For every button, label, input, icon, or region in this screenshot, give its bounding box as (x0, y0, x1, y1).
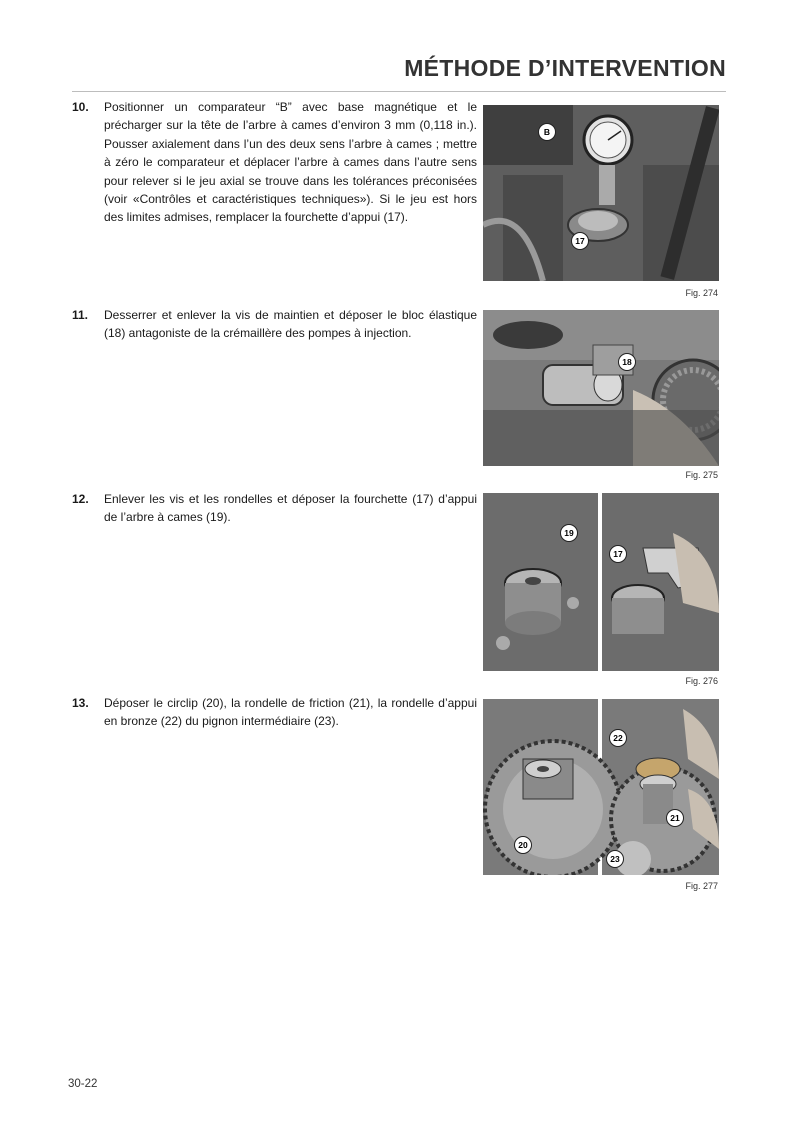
page-title: MÉTHODE D’INTERVENTION (404, 55, 726, 81)
figure-caption: Fig. 276 (685, 676, 718, 686)
callout-23: 23 (606, 850, 624, 868)
callout-B: B (538, 123, 556, 141)
step-12 (72, 490, 477, 527)
step-number: 10. (72, 100, 89, 114)
callout-19: 19 (560, 524, 578, 542)
step-text: Enlever les vis et les rondelles et déposer la fourchette (17) d’appui de l’arbre à cames (19). (104, 492, 477, 525)
figure-276-illustration (483, 493, 719, 671)
callout-18: 18 (618, 353, 636, 371)
step-10 (72, 98, 477, 227)
step-11 (72, 306, 477, 343)
step-number: 12. (72, 492, 89, 506)
step-text: Desserrer et enlever la vis de maintien et déposer le bloc élastique (18) antagoniste de la crémaillère des pompes à injection. (104, 308, 477, 341)
step-number: 11. (72, 308, 89, 322)
callout-17: 17 (571, 232, 589, 250)
step-13 (72, 694, 477, 731)
figure-277-photo (483, 699, 719, 875)
callout-20: 20 (514, 836, 532, 854)
callout-17: 17 (609, 545, 627, 563)
figure-275-illustration (483, 310, 719, 466)
figure-274-photo (483, 105, 719, 281)
figure-275-photo (483, 310, 719, 466)
figure-caption: Fig. 277 (685, 881, 718, 891)
step-number: 13. (72, 696, 89, 710)
figure-caption: Fig. 274 (685, 288, 718, 298)
figure-274-illustration (483, 105, 719, 281)
figure-caption: Fig. 275 (685, 470, 718, 480)
step-text: Positionner un comparateur “B” avec base magnétique et le précharger sur la tête de l’arbre à cames d’environ 3 mm (0,118 in.). Pousser axialement dans l’un des deux sens l’arbre à cames ; mettre à zéro le comparateur et déplacer l’arbre à cames dans l’autre sens pour relever si le jeu axial se trouve dans les tolérances préconisées (voir «Contrôles et caractéristiques techniques»). Si le jeu est hors des limites admises, remplacer la fourchette d’appui (17). (104, 100, 477, 225)
step-text: Déposer le circlip (20), la rondelle de friction (21), la rondelle d’appui en bronze (22) du pignon intermédiaire (23). (104, 696, 477, 729)
page-number: 30-22 (68, 1078, 98, 1090)
figure-276-photo (483, 493, 719, 671)
callout-21: 21 (666, 809, 684, 827)
header-rule (72, 91, 726, 92)
callout-22: 22 (609, 729, 627, 747)
